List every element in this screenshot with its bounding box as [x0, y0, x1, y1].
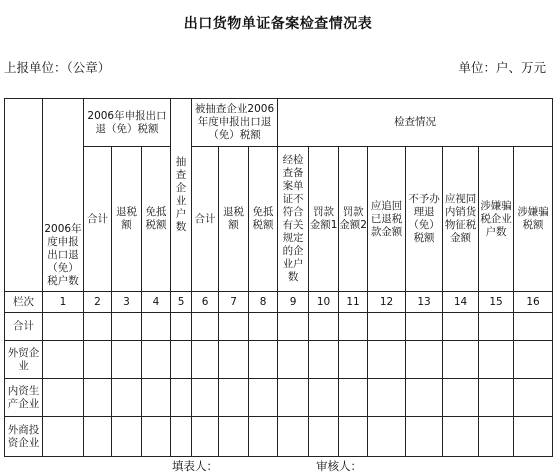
row-label-foreign-trade: 外贸企业: [5, 341, 43, 379]
reporter-label: 上报单位：（公章）: [4, 60, 111, 75]
index-number: 1: [43, 292, 84, 313]
row-label-total: 合计: [5, 313, 43, 341]
header-total-2: 合计: [192, 147, 219, 292]
index-row-label: 栏次: [5, 292, 43, 313]
header-total-1: 合计: [84, 147, 112, 292]
index-number: 15: [479, 292, 514, 313]
row-label-domestic-production: 内资生产企业: [5, 379, 43, 417]
index-number: 6: [192, 292, 219, 313]
unit-label: 单位：户、万元: [458, 60, 546, 75]
table-row: [5, 341, 553, 379]
header-domestic-tax: 应视同内销货物征税金额: [443, 147, 479, 292]
index-number: 7: [219, 292, 249, 313]
table-row: [5, 313, 553, 341]
index-number: 9: [278, 292, 309, 313]
index-number: 13: [406, 292, 443, 313]
index-number: 12: [368, 292, 406, 313]
form-title: 出口货物单证备案检查情况表: [183, 16, 373, 32]
index-number: 2: [84, 292, 112, 313]
index-number: 5: [171, 292, 192, 313]
index-number: 11: [339, 292, 368, 313]
table-row: [5, 417, 553, 457]
index-number: 16: [514, 292, 553, 313]
header-fine-1: 罚款金额1: [309, 147, 339, 292]
header-noncompliant: 经检查备案单证不符合有关规定的企业户数: [278, 147, 309, 292]
row-label-foreign-invested: 外商投资企业: [5, 417, 43, 457]
header-group-checked-refund: 被抽查企业2006年度申报出口退（免）税额: [192, 99, 278, 147]
inspection-table: [4, 98, 553, 457]
filler-label: 填表人：: [172, 459, 218, 473]
index-number: 10: [309, 292, 339, 313]
index-number: 8: [249, 292, 278, 313]
reviewer-label: 审核人：: [316, 459, 362, 473]
header-exempt-1: 免抵税额: [142, 147, 171, 292]
table-row: [5, 379, 553, 417]
header-fine-2: 罚款金额2: [339, 147, 368, 292]
index-number: 3: [112, 292, 142, 313]
index-number: 4: [142, 292, 171, 313]
header-exempt-2: 免抵税额: [249, 147, 278, 292]
header-fraud-amount: 涉嫌骗税额: [514, 147, 553, 292]
corner-cell: [5, 99, 43, 292]
header-refund-2: 退税额: [219, 147, 249, 292]
header-2006-tax-payers: 2006年度申报出口退（免）税户数: [43, 99, 84, 292]
header-group-check: 检查情况: [278, 99, 553, 147]
header-sampled-count: 抽查企业户数: [171, 99, 192, 292]
index-number: 14: [443, 292, 479, 313]
header-fraud-count: 涉嫌骗税企业户数: [479, 147, 514, 292]
header-group-2006-refund: 2006年申报出口退（免）税额: [84, 99, 171, 147]
header-refund-1: 退税额: [112, 147, 142, 292]
header-no-refund: 不予办理退（免）税额: [406, 147, 443, 292]
header-recovered: 应追回已退税款金额: [368, 147, 406, 292]
